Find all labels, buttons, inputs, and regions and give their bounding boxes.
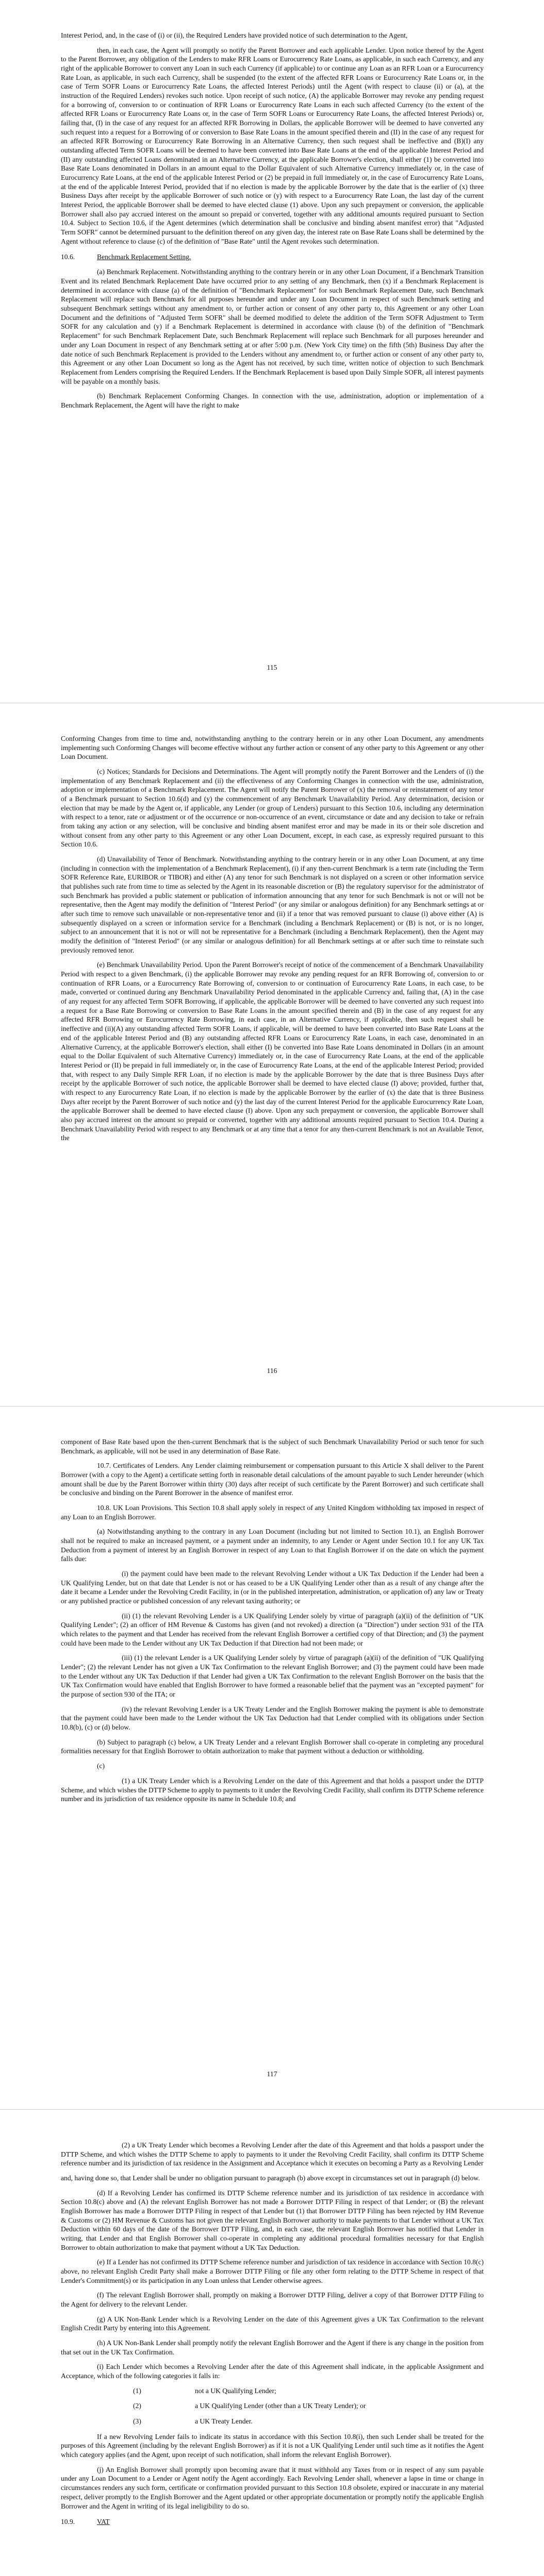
subparagraph: (ii) (1) the relevant Revolving Lender is a UK Qualifying Lender solely by virtue of paragraph (a)(ii) of the definition of "UK Qualifying Lender"; (2) an officer of HM Revenue & Customs has given (and not revoked) a direction (a "Direction") under section 931 of the ITA which relates to the payment and that Lender has received from the relevant English Borrower a certified copy of that Direction; and (3) the payment could have been made to the Lender without any UK Tax Deduction if that Direction had not been made; or — [61, 1612, 484, 1647]
paragraph: 10.8. UK Loan Provisions. This Section 10.8 shall apply solely in respect of any United Kingdom withholding tax imposed in respect of any Loan to an English Borrower. — [61, 1504, 484, 1521]
paragraph: and, having done so, that Lender shall be under no obligation pursuant to paragraph (b) above except in circumstances set out in paragraph (d) below. — [61, 2174, 480, 2182]
document-page — [0, 2110, 544, 2576]
list-item-text: a UK Treaty Lender. — [195, 2417, 253, 2426]
page-content — [61, 31, 484, 416]
paragraph: 10.7. Certificates of Lenders. Any Lender claiming reimbursement or compensation pursuant to this Article X shall deliver to the Parent Borrower (with a copy to the Agent) a certificate setting forth in reasonable detail calculations of the amount payable to such Lender hereunder (which amount shall be due by the Parent Borrower within thirty (30) days after receipt of such certificate by the Parent Borrower) and such certificate shall be conclusive and binding on the Parent Borrower in the absence of manifest error. — [61, 1462, 484, 1497]
page-number: 116 — [267, 1367, 277, 1375]
subparagraph: (f) The relevant English Borrower shall, promptly on making a Borrower DTTP Filing, deliver a copy of that Borrower DTTP Filing to the Agent for delivery to the relevant Lender. — [61, 2291, 484, 2309]
page-content — [61, 2141, 484, 2532]
subparagraph: (e) Benchmark Unavailability Period. Upon the Parent Borrower's receipt of notice of the commencement of a Benchmark Unavailability Period with respect to a given Benchmark, (i) the applicable Borrower may revoke any pending request for an RFR Borrowing of, conversion to or continuation of RFR Loans, or a Eurocurrency Rate Borrowing of, conversion to or continuation of Eurocurrency Rate Loans, in each case, to be made, converted or continued during any Benchmark Unavailability Period denominated in the applicable Currency and, failing that, (A) in the case of any request for any affected Term SOFR Borrowing, if applicable, the applicable Borrower will be deemed to have converted any such request into a request for a Base Rate Borrowing or conversion to Base Rate Loans in the amount specified therein and (B) in the case of any request for any affected RFR Borrowing or Eurocurrency Rate Borrowing, in each case, in an Alternative Currency, if applicable, then such request shall be ineffective and (ii)(A) any outstanding affected Term SOFR Loans, if applicable, will be deemed to have been converted into Base Rate Loans at the end of the applicable Interest Period and (B) any outstanding affected RFR Loans or Eurocurrency Rate Loans, in each case, denominated in an Alternative Currency, at the applicable Borrower's election, shall either (I) be converted into Base Rate Loans denominated in Dollars (in an amount equal to the Dollar Equivalent of such Alternative Currency) immediately or, in the case of Eurocurrency Rate Loans, at the end of the applicable Interest Period or (II) be prepaid in full immediately or, in the case of Eurocurrency Rate Loans, at the end of the applicable Interest Period; provided that, with respect to any Daily Simple RFR Loan, if no election is made by the applicable Borrower by the date that is three Business Days after receipt by the applicable Borrower of such notice, the applicable Borrower shall be deemed to have elected clause (I) above; provided, further that, with respect to any Eurocurrency Rate Loan, if no election is made by the applicable Borrower by the earlier of (x) the date that is three Business Days after receipt by the Parent Borrower of such notice and (y) the last day of the current Interest Period for the applicable Eurocurrency Rate Loan, the applicable Borrower shall be deemed to have elected clause (I) above. Upon any such prepayment or conversion, the applicable Borrower shall also pay accrued interest on the amount so prepaid or converted, together with any additional amounts required pursuant to Section 10.4. During a Benchmark Unavailability Period with respect to any Benchmark or at any time that a tenor for any then-current Benchmark is not an Available Tenor, the — [61, 961, 484, 1142]
page-content — [61, 1437, 484, 1809]
list-item-text: not a UK Qualifying Lender; — [195, 2386, 276, 2395]
page-content — [61, 734, 484, 1148]
subparagraph: (1) a UK Treaty Lender which is a Revolving Lender on the date of this Agreement and that holds a passport under the DTTP Scheme, and which wishes the DTTP Scheme to apply to payments to it under the Revolving Credit Facility, shall confirm its DTTP Scheme reference number and its jurisdiction of tax residence opposite its name in Schedule 10.8; and — [61, 1776, 484, 1803]
subparagraph: (a) Notwithstanding anything to the contrary in any Loan Document (including but not limited to Section 10.1), an English Borrower shall not be required to make an increased payment, or a payment under an indemnity, to any Lender or Agent under Section 10.1 for any UK Tax Deduction from a payment of interest by an English Borrower in respect of any Loan to that English Borrower if on the date on which the payment falls due: — [61, 1528, 484, 1563]
paragraph: Conforming Changes from time to time and, notwithstanding anything to the contrary herein or in any other Loan Document, any amendments implementing such Conforming Changes will become effective without any further action or consent of any other party to this Agreement or any other Loan Document. — [61, 735, 484, 761]
subparagraph: (iv) the relevant Revolving Lender is a UK Treaty Lender and the English Borrower making the payment is able to demonstrate that the payment could have been made to the Lender without the UK Tax Deduction had that Lender complied with its obligations under Section 10.8(b), (c) or (d) below. — [61, 1705, 484, 1732]
subparagraph: (h) A UK Non-Bank Lender shall promptly notify the relevant English Borrower and the Agent if there is any change in the position from that set out in the UK Tax Confirmation. — [61, 2339, 484, 2356]
section-number: 10.9. — [61, 2518, 75, 2526]
subparagraph: (c) — [97, 1762, 105, 1770]
section-number: 10.6. — [61, 253, 75, 261]
paragraph: Interest Period, and, in the case of (i) or (ii), the Required Lenders have provided notice of such determination to the Agent, — [61, 31, 408, 39]
list-item — [61, 2401, 484, 2411]
list-item-label: (3) — [133, 2417, 141, 2426]
subparagraph: (iii) (1) the relevant Lender is a UK Qualifying Lender solely by virtue of paragraph (a)(ii) of the definition of "UK Qualifying Lender"; (2) the relevant Lender has not given a UK Tax Confirmation to the relevant English Borrower; and (3) the payment could have been made to the Lender without any UK Tax Deduction if that Lender had given a UK Tax Confirmation to the relevant English Borrower on the basis that the UK Tax Confirmation would have enabled that English Borrower to have formed a reasonable belief that the payment was an "excepted payment" for the purpose of section 930 of the ITA; or — [61, 1654, 484, 1699]
section-heading — [61, 253, 484, 261]
subparagraph: (e) If a Lender has not confirmed its DTTP Scheme reference number and jurisdiction of tax residence in accordance with Section 10.8(c) above, no relevant English Credit Party shall make a Borrower DTTP Filing or file any other form relating to the DTTP Scheme in respect of that Lender's Commitment(s) or its participation in any Loan unless that Lender otherwise agrees. — [61, 2258, 484, 2284]
list-item-label: (1) — [133, 2386, 141, 2395]
subparagraph: (g) A UK Non-Bank Lender which is a Revolving Lender on the date of this Agreement gives a UK Tax Confirmation to the relevant English Credit Party by entering into this Agreement. — [61, 2315, 484, 2332]
paragraph: component of Base Rate based upon the then-current Benchmark that is the subject of such Benchmark Unavailability Period or such tenor for such Benchmark, as applicable, will not be used in any determination of Base Rate. — [61, 1438, 484, 1455]
paragraph: then, in each case, the Agent will promptly so notify the Parent Borrower and each applicable Lender. Upon notice thereof by the Agent to the Parent Borrower, any obligation of the Lenders to make RFR Loans or Eurocurrency Rate Loans, as applicable, in such each Currency, and any right of the applicable Borrower to convert any Loan in such each Currency (if applicable) to or continue any Loan as an RFR Loan or a Eurocurrency Rate Loan, as applicable, in such each Currency, shall be suspended (to the extent of the affected RFR Loans or Eurocurrency Rate Loans or, in the case of Term SOFR Loans or Eurocurrency Rate Loans, the affected Interest Periods) until the Agent (with respect to clause (ii) or (a), at the instruction of the Required Lenders) revokes such notice. Upon receipt of such notice, (A) the applicable Borrower may revoke any pending request for a borrowing of, conversion to or continuation of RFR Loans or Eurocurrency Rate Loans in each such affected Currency (to the extent of the affected RFR Loans or Eurocurrency Rate Loans or, in the case of Term SOFR Loans or Eurocurrency Rate Loans, the affected Interest Periods) or, failing that, (I) in the case of any request for an affected RFR Borrowing in Dollars, the applicable Borrower will be deemed to have converted any such request into a request for a Borrowing of or conversion to Base Rate Loans in the amount specified therein and (II) in the case of any request for an affected RFR Borrowing or Eurocurrency Rate Borrowing in an Alternative Currency, then such request shall be ineffective and (B)(I) any outstanding affected Term SOFR Loans will be deemed to have been converted into Base Rate Loans at the end of the applicable Interest Period and (II) any outstanding affected Loans denominated in an Alternative Currency, at the applicable Borrower's election, shall either (1) be converted into Base Rate Loans denominated in Dollars in an amount equal to the Dollar Equivalent of such Alternative Currency immediately or, in the case of Eurocurrency Rate Loans, at the end of the applicable Interest Period or (2) be prepaid in full immediately or, in the case of Eurocurrency Rate Loans, at the end of the applicable Interest Period, provided that if no election is made by the applicable Borrower by the date that is the earlier of (x) three Business Days after receipt by the applicable Borrower of such notice or (y) with respect to a Eurocurrency Rate Loan, the last day of the current Interest Period, the applicable Borrower shall be deemed to have elected clause (1) above. Upon any such prepayment or conversion, the applicable Borrower shall also pay accrued interest on the amount so prepaid or converted, together with any additional amounts required pursuant to Section 10.4. Subject to Section 10.6, if the Agent determines (which determination shall be conclusive and binding absent manifest error) that "Adjusted Term SOFR" cannot be determined pursuant to the definition thereof on any given day, the interest rate on Base Rate Loans shall be determined by the Agent without reference to clause (c) of the definition of "Base Rate" until the Agent revokes such determination. — [61, 46, 484, 245]
page-number: 115 — [267, 664, 277, 671]
subparagraph: (i) the payment could have been made to the relevant Revolving Lender without a UK Tax Deduction if the Lender had been a UK Qualifying Lender, but on that date that Lender is not or has ceased to be a UK Qualifying Lender other than as a result of any change after the date it became a Lender under the Revolving Credit Facility, in (or in the published interpretation, administration, or application of) any law or Treaty or any published practice or published concession of any relevant taxing authority; or — [61, 1570, 484, 1605]
list-item-label: (2) — [133, 2402, 141, 2410]
page-number: 117 — [267, 2070, 277, 2078]
list-item — [61, 2417, 484, 2426]
document-page — [0, 703, 544, 1406]
section-title: VAT — [97, 2518, 110, 2526]
subparagraph: (c) Notices; Standards for Decisions and Determinations. The Agent will promptly notify the Parent Borrower and the Lenders of (i) the implementation of any Benchmark Replacement and (ii) the effectiveness of any Conforming Changes in connection with the use, administration, adoption or implementation of a Benchmark Replacement. The Agent will notify the Parent Borrower of (x) the removal or reinstatement of any tenor of a Benchmark pursuant to Section 10.6(d) and (y) the commencement of any Benchmark Unavailability Period. Any determination, decision or election that may be made by the Agent or, if applicable, any Lender (or group of Lenders) pursuant to this Section 10.6, including any determination with respect to a tenor, rate or adjustment or of the occurrence or non-occurrence of an event, circumstance or date and any decision to take or refrain from taking any action or any selection, will be conclusive and binding absent manifest error and may be made in its or their sole discretion and without consent from any other party to this Agreement or any other Loan Document, except, in each case, as expressly required pursuant to this Section 10.6. — [61, 768, 484, 849]
subparagraph: (d) Unavailability of Tenor of Benchmark. Notwithstanding anything to the contrary herein or in any other Loan Document, at any time (including in connection with the implementation of a Benchmark Replacement), (i) if any then-current Benchmark is a term rate (including the Term SOFR Reference Rate, EURIBOR or TIBOR) and either (A) any tenor for such Benchmark is not displayed on a screen or other information service that publishes such rate from time to time as selected by the Agent in its reasonable discretion or (B) the regulatory supervisor for the administrator of such Benchmark has provided a public statement or publication of information announcing that any tenor for such Benchmark is not or will not be representative, then the Agent may modify the definition of "Interest Period" (or any similar or analogous definition) for any Benchmark settings at or after such time to remove such unavailable or non-representative tenor and (ii) if a tenor that was removed pursuant to clause (i) above either (A) is subsequently displayed on a screen or information service for a Benchmark (including a Benchmark Replacement) or (B) is not, or is no longer, subject to an announcement that it is not or will not be representative for a Benchmark (including a Benchmark Replacement), then the Agent may modify the definition of "Interest Period" (or any similar or analogous definition) for all Benchmark settings at or after such time to reinstate such previously removed tenor. — [61, 855, 484, 954]
list-item — [61, 2386, 484, 2396]
subparagraph: (2) a UK Treaty Lender which becomes a Revolving Lender after the date of this Agreement and that holds a passport under the DTTP Scheme, and which wishes the DTTP Scheme to apply to payments to it under the Revolving Credit Facility, shall confirm its DTTP Scheme reference number and its jurisdiction of tax residence in the Assignment and Acceptance which it executes on becoming a Party as a Revolving Lender — [61, 2141, 484, 2167]
subparagraph: (b) Subject to paragraph (c) below, a UK Treaty Lender and a relevant English Borrower shall co-operate in completing any procedural formalities necessary for that English Borrower to obtain authorization to make that payment without a deduction or withholding. — [61, 1738, 484, 1755]
paragraph: If a new Revolving Lender fails to indicate its status in accordance with this Section 10.8(i), then such Lender shall be treated for the purposes of this Agreement (including by the relevant English Borrower) as if it is not a UK Qualifying Lender until such time as it notifies the Agent which category applies (and the Agent, upon receipt of such notification, shall inform the relevant English Borrower). — [61, 2432, 484, 2459]
list-item-text: a UK Qualifying Lender (other than a UK Treaty Lender); or — [195, 2402, 366, 2410]
document-page — [0, 0, 544, 703]
subparagraph: (i) Each Lender which becomes a Revolving Lender after the date of this Agreement shall indicate, in the applicable Assignment and Acceptance, which of the following categories it falls in: — [61, 2363, 484, 2380]
section-title: Benchmark Replacement Setting. — [97, 253, 191, 261]
subparagraph: (b) Benchmark Replacement Conforming Changes. In connection with the use, administration, adoption or implementation of a Benchmark Replacement, the Agent will have the right to make — [61, 392, 484, 409]
section-heading — [61, 2518, 484, 2526]
document-page — [0, 1406, 544, 2110]
subparagraph: (j) An English Borrower shall promptly upon becoming aware that it must withhold any Taxes from or in respect of any sum payable under any Loan Document to a Lender or Agent notify the Agent accordingly. Each Revolving Lender shall, whenever a lapse in time or change in circumstances renders any such form, certificate or confirmation provided pursuant to this Section 10.8 obsolete, expired or inaccurate in any material respect, deliver promptly to the English Borrower and the Agent updated or other appropriate documentation or promptly notify the applicable English Borrower and the Agent in writing of its legal ineligibility to do so. — [61, 2465, 484, 2510]
subparagraph: (d) If a Revolving Lender has confirmed its DTTP Scheme reference number and its jurisdiction of tax residence in accordance with Section 10.8(c) above and (A) the relevant English Borrower has not made a Borrower DTTP Filing in respect of that Lender; or (B) the relevant English Borrower has made a Borrower DTTP Filing in respect of that Lender but (1) that Borrower DTTP Filing has been rejected by HM Revenue & Customs or (2) HM Revenue & Customs has not given the relevant English Borrower authority to make payments to that Lender without a UK Tax Deduction within 60 days of the date of the Borrower DTTP Filing, and, in each case, the relevant English Borrower has notified that Lender in writing, that Lender and that English Borrower shall co-operate in completing any additional procedural formalities necessary for that English Borrower to obtain authorization to make that payment without a UK Tax Deduction. — [61, 2189, 484, 2251]
subparagraph: (a) Benchmark Replacement. Notwithstanding anything to the contrary herein or in any other Loan Document, if a Benchmark Transition Event and its related Benchmark Replacement Date have occurred prior to any setting of any Benchmark, then (x) if a Benchmark Replacement is determined in accordance with clause (a) of the definition of "Benchmark Replacement" for such Benchmark Replacement Date, such Benchmark Replacement will replace such Benchmark for all purposes hereunder and under any Loan Document in respect of such Benchmark setting and subsequent Benchmark settings without any amendment to, or further action or consent of any other party to, this Agreement or any other Loan Document and the definitions of "Adjusted Term SOFR" shall be deemed modified to delete the addition of the Term SOFR Adjustment to Term SOFR for any calculation and (y) if a Benchmark Replacement is determined in accordance with clause (b) of the definition of "Benchmark Replacement" for such Benchmark Replacement Date, such Benchmark Replacement will replace such Benchmark for all purposes hereunder and under any Loan Document in respect of any Benchmark setting at or after 5:00 p.m. (New York City time) on the fifth (5th) Business Day after the date notice of such Benchmark Replacement is provided to the Lenders without any amendment to, or further action or consent of any other party to, this Agreement or any other Loan Document so long as the Agent has not received, by such time, written notice of objection to such Benchmark Replacement from Lenders comprising the Required Lenders. If the Benchmark Replacement is based upon Daily Simple SOFR, all interest payments will be payable on a monthly basis. — [61, 268, 484, 385]
